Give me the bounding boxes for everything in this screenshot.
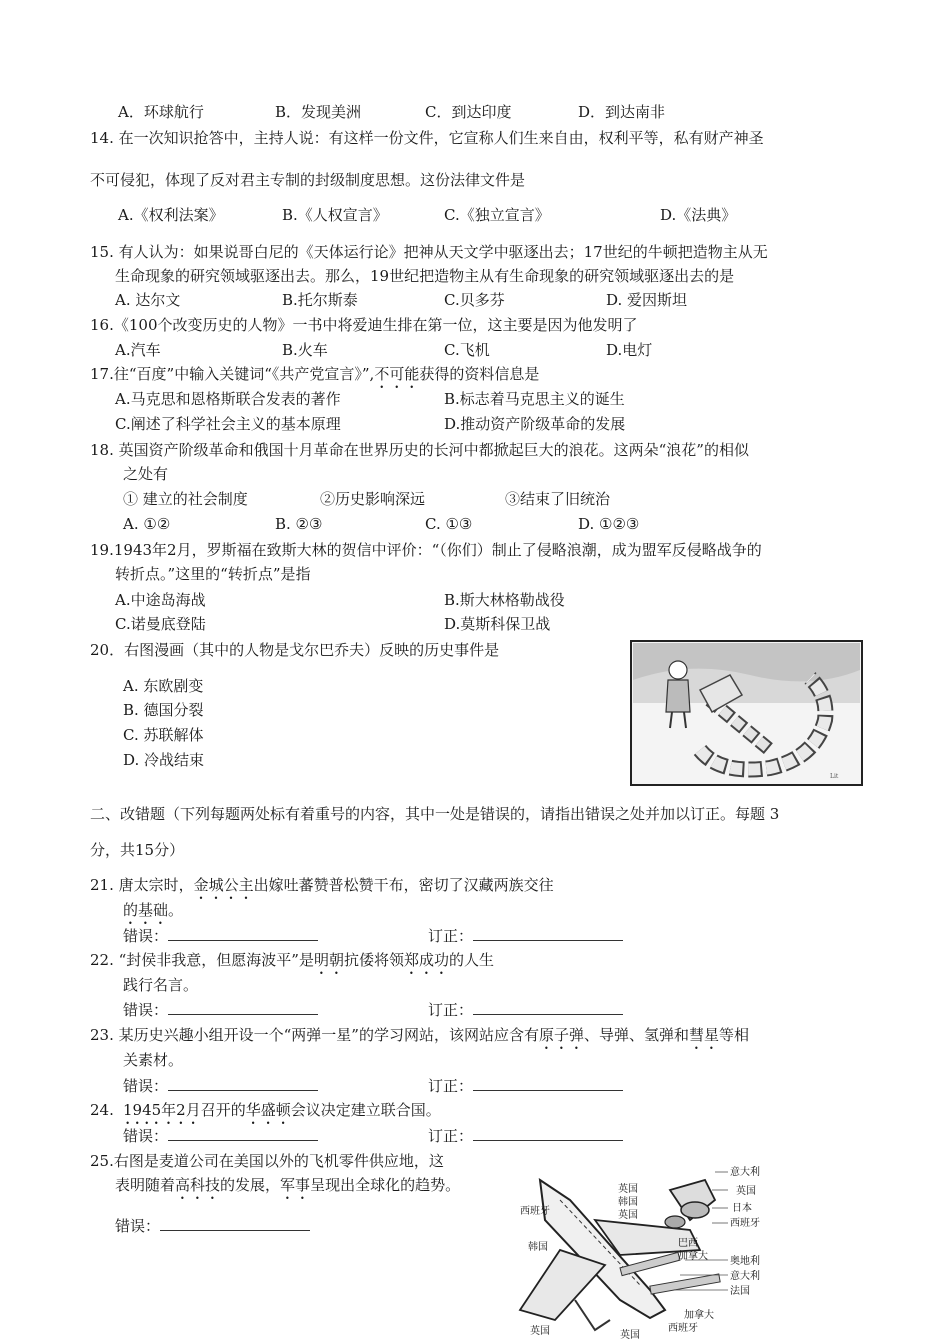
q18-option-a: A. ①② [123, 515, 171, 533]
q21-stem-line2: 的基础。 [123, 901, 184, 919]
q25-emphasis-2: 军事 [280, 1176, 311, 1194]
plane-label-15: 加拿大 [684, 1310, 714, 1321]
q15-stem-line2: 生命现象的研究领域驱逐出去。那么，19世纪把造物主从有生命现象的研究领域驱逐出去的是 [115, 267, 735, 285]
plane-label-17: 英国 [530, 1326, 550, 1337]
q25-stem-line1: 25.右图是麦道公司在美国以外的飞机零件供应地，这 [90, 1152, 444, 1170]
q14-option-c: C.《独立宣言》 [444, 206, 550, 224]
plane-label-11: 加拿大 [678, 1251, 708, 1262]
q21-correct-blank[interactable] [473, 926, 623, 941]
q24-error-line: 错误： [123, 1126, 318, 1146]
q25-stem-line2: 表明随着高科技的发展，军事呈现出全球化的趋势。 [115, 1176, 461, 1194]
q15-option-c: C.贝多芬 [444, 291, 505, 309]
q20-option-b: B. 德国分裂 [123, 701, 204, 719]
q17-emphasis: 不可能 [374, 365, 420, 383]
plane-label-12: 奥地利 [730, 1256, 760, 1267]
q21-emphasis-1: 金城公主 [193, 876, 254, 894]
plane-label-3: 日本 [732, 1203, 752, 1214]
q21-emphasis-2: 的基础 [123, 901, 169, 919]
plane-label-1: 意大利 [730, 1167, 760, 1178]
q19-option-a: A.中途岛海战 [115, 591, 206, 609]
q23-emphasis-1: 原子弹 [538, 1026, 584, 1044]
q22-stem-line1: 22. “封侯非我意，但愿海波平”是明朝抗倭将领郑成功的人生 [90, 951, 495, 969]
q22-correct-blank[interactable] [473, 1000, 623, 1015]
q24-error-blank[interactable] [168, 1126, 318, 1141]
q22-error-line: 错误： [123, 1000, 318, 1020]
q23-correct-line: 订正： [428, 1076, 623, 1096]
q25-emphasis-1: 高科技 [175, 1176, 221, 1194]
q25-error-blank[interactable] [160, 1216, 310, 1231]
plane-label-7: 英国 [618, 1210, 638, 1221]
q23-error-blank[interactable] [168, 1076, 318, 1091]
q21-stem-line1: 21. 唐太宗时，金城公主出嫁吐蕃赞普松赞干布，密切了汉藏两族交往 [90, 876, 554, 894]
plane-label-18: 英国 [620, 1330, 640, 1340]
q16-option-b: B.火车 [282, 341, 328, 359]
q18-option-b: B. ②③ [275, 515, 323, 533]
q20-option-c: C. 苏联解体 [123, 726, 204, 744]
plane-label-10: 巴西 [678, 1238, 698, 1249]
q24-correct-blank[interactable] [473, 1126, 623, 1141]
plane-label-8: 西班牙 [520, 1206, 550, 1217]
q19-option-c: C.诺曼底登陆 [115, 615, 206, 633]
q25-error-line: 错误： [115, 1216, 310, 1236]
q22-correct-line: 订正： [428, 1000, 623, 1020]
q13-option-c: C．到达印度 [425, 103, 512, 121]
plane-label-2: 英国 [736, 1186, 756, 1197]
q20-stem: 20．右图漫画（其中的人物是戈尔巴乔夫）反映的历史事件是 [90, 641, 500, 659]
q15-stem-line1: 15. 有人认为：如果说哥白尼的《天体运行论》把神从天文学中驱逐出去；17世纪的牛顿把造物主从无 [90, 243, 768, 261]
plane-label-5: 英国 [618, 1184, 638, 1195]
q18-option-c: C. ①③ [425, 515, 473, 533]
plane-label-9: 韩国 [528, 1242, 548, 1253]
aircraft-parts-diagram [500, 1160, 790, 1340]
q20-option-d: D. 冷战结束 [123, 751, 205, 769]
q23-stem-line2: 关素材。 [123, 1051, 184, 1069]
q15-option-d: D. 爱因斯坦 [606, 291, 688, 309]
q17-option-a: A.马克思和恩格斯联合发表的著作 [115, 390, 341, 408]
q13-option-b: B．发现美洲 [275, 103, 362, 121]
q17-option-b: B.标志着马克思主义的诞生 [444, 390, 625, 408]
q16-option-a: A.汽车 [115, 341, 161, 359]
q17-stem: 17.往“百度”中输入关键词“《共产党宣言》”,不可能获得的资料信息是 [90, 365, 540, 383]
q23-correct-blank[interactable] [473, 1076, 623, 1091]
q24-correct-line: 订正： [428, 1126, 623, 1146]
q19-option-d: D.莫斯科保卫战 [444, 615, 551, 633]
gorbachev-cartoon-image [630, 640, 863, 786]
q22-error-blank[interactable] [168, 1000, 318, 1015]
q14-stem-line1: 14. 在一次知识抢答中，主持人说：有这样一份文件，它宣称人们生来自由，权利平等，私有财产神圣 [90, 129, 764, 147]
q19-option-b: B.斯大林格勒战役 [444, 591, 565, 609]
svg-text:Lit: Lit [830, 773, 839, 780]
q18-stem-line1: 18. 英国资产阶级革命和俄国十月革命在世界历史的长河中都掀起巨大的浪花。这两朵“浪花”的相似 [90, 441, 749, 459]
q18-item-1: ① 建立的社会制度 [123, 490, 248, 508]
q18-item-3: ③结束了旧统治 [505, 490, 611, 508]
q23-stem-line1: 23. 某历史兴趣小组开设一个“两弹一星”的学习网站，该网站应含有原子弹、导弹、氢弹和彗星等相 [90, 1026, 750, 1044]
q21-error-blank[interactable] [168, 926, 318, 941]
plane-label-16: 西班牙 [668, 1323, 698, 1334]
section2-header-line1: 二、改错题（下列每题两处标有着重号的内容，其中一处是错误的，请指出错误之处并加以订正。每题 3 [90, 805, 780, 823]
q15-option-b: B.托尔斯泰 [282, 291, 358, 309]
q24-stem: 24. 1945年2月召开的华盛顿会议决定建立联合国。 [90, 1101, 441, 1119]
q18-option-d: D. ①②③ [578, 515, 640, 533]
q22-stem-line2: 践行名言。 [123, 976, 199, 994]
q19-stem-line2: 转折点。”这里的“转折点”是指 [115, 565, 311, 583]
q14-option-b: B.《人权宣言》 [282, 206, 388, 224]
q24-emphasis-2: 华盛顿 [245, 1101, 291, 1119]
q21-correct-line: 订正： [428, 926, 623, 946]
q14-option-d: D.《法典》 [660, 206, 737, 224]
q16-option-c: C.飞机 [444, 341, 490, 359]
q20-option-a: A. 东欧剧变 [123, 677, 204, 695]
q19-stem-line1: 19.1943年2月，罗斯福在致斯大林的贺信中评价：“（你们）制止了侵略浪潮，成为盟军反侵略战争的 [90, 541, 762, 559]
q17-option-d: D.推动资产阶级革命的发展 [444, 415, 626, 433]
plane-label-14: 法国 [730, 1286, 750, 1297]
q18-item-2: ②历史影响深远 [320, 490, 426, 508]
q15-option-a: A. 达尔文 [115, 291, 181, 309]
q17-option-c: C.阐述了科学社会主义的基本原理 [115, 415, 341, 433]
q18-stem-line2: 之处有 [123, 465, 169, 483]
q16-stem: 16.《100个改变历史的人物》一书中将爱迪生排在第一位，这主要是因为他发明了 [90, 316, 638, 334]
q13-option-d: D．到达南非 [578, 103, 666, 121]
q14-option-a: A.《权利法案》 [118, 206, 224, 224]
plane-label-6: 韩国 [618, 1197, 638, 1208]
q14-stem-line2: 不可侵犯，体现了反对君主专制的封级制度思想。这份法律文件是 [90, 171, 526, 189]
q16-option-d: D.电灯 [606, 341, 653, 359]
q23-error-line: 错误： [123, 1076, 318, 1096]
plane-label-13: 意大利 [730, 1271, 760, 1282]
q21-error-line: 错误： [123, 926, 318, 946]
q24-emphasis-1: 1945年2月 [123, 1101, 201, 1119]
plane-label-4: 西班牙 [730, 1218, 760, 1229]
section2-header-line2: 分，共15分） [90, 841, 185, 859]
q13-option-a: A．环球航行 [118, 103, 204, 121]
q22-emphasis-1: 明朝 [313, 951, 344, 969]
q22-emphasis-2: 郑成功 [404, 951, 450, 969]
q23-emphasis-2: 彗星 [689, 1026, 720, 1044]
